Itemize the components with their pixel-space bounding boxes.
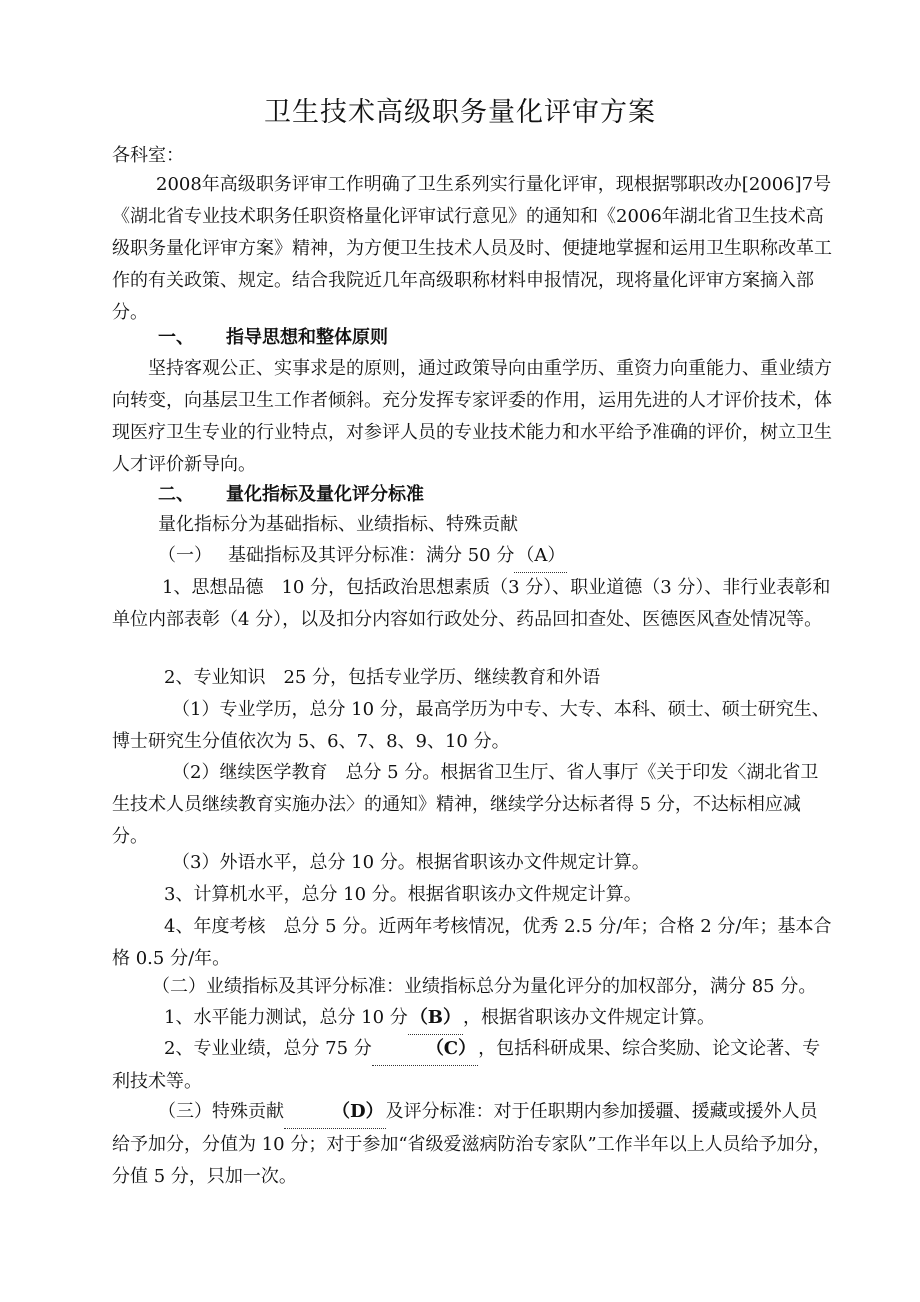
basic-prefix: （一）: [158, 545, 212, 566]
document-title: 卫生技术高级职务量化评审方案: [264, 97, 656, 128]
item-computer: 3、计算机水平，总分 10 分。根据省职该办文件规定计算。: [164, 884, 642, 905]
item-knowledge: 2、专业知识 25 分，包括专业学历、继续教育和外语: [164, 667, 601, 688]
indicators-intro: 量化指标分为基础指标、业绩指标、特殊贡献: [158, 514, 518, 535]
sub-education: （1）专业学历，总分 10 分，最高学历为中专、大专、本科、硕士、硕士研究生、博士研究生分值依次为 5、6、7、8、9、10 分。: [112, 699, 830, 752]
perf-test-mark-b: （B）: [408, 1002, 463, 1035]
section-1-number: 一、: [158, 327, 194, 348]
performance-heading: （二）业绩指标及其评分标准：业绩指标总分为量化评分的加权部分，满分 85 分。: [152, 976, 817, 997]
basic-indicators-heading: [158, 540, 758, 573]
intro-paragraph: 2008年高级职务评审工作明确了卫生系列实行量化评审，现根据鄂职改办[2006]7号《湖北省专业技术职务任职资格量化评审试行意见》的通知和《2006年湖北省卫生技术高级职务量化评审方案》精神，为方便卫生技术人员及时、便捷地掌握和运用卫生职称改革工作的有关政策、规定。结合我院近几年高级职称材料申报情况，现将量化评审方案摘入部分。: [112, 174, 832, 323]
section-2-title: 量化指标及量化评分标准: [226, 484, 424, 505]
basic-text: 基础指标及其评分标准：满分 50 分: [228, 545, 515, 566]
section-2-number: 二、: [158, 484, 194, 505]
section-1-heading: [158, 322, 758, 354]
perf-work-tail: ，包括科研成果、综合奖励、论文论著、专利技术等。: [112, 1038, 821, 1092]
item-annual-review: 4、年度考核 总分 5 分。近两年考核情况，优秀 2.5 分/年；合格 2 分/年；基本合格 0.5 分/年。: [112, 916, 832, 969]
perf-work-mark-c: （C）: [372, 1033, 478, 1066]
salutation: 各科室：: [112, 145, 184, 166]
perf-work-text: 2、专业业绩，总分 75 分: [164, 1038, 372, 1059]
item-morality: 1、思想品德 10 分，包括政治思想素质（3 分）、职业道德（3 分）、非行业表彰和单位内部表彰（4 分），以及扣分内容如行政处分、药品回扣查处、医德医风查处情况等。: [112, 577, 831, 630]
perf-test-tail: ，根据省职该办文件规定计算。: [463, 1007, 716, 1028]
performance-test: [164, 1002, 824, 1035]
section-1-title: 指导思想和整体原则: [226, 327, 388, 348]
special-mark-d: （D）: [284, 1096, 386, 1129]
principle-paragraph: 坚持客观公正、实事求是的原则，通过政策导向由重学历、重资力向重能力、重业绩方向转变，向基层卫生工作者倾斜。充分发挥专家评委的作用，运用先进的人才评价技术，体现医疗卫生专业的行业特点，对参评人员的专业技术能力和水平给予准确的评价，树立卫生人才评价新导向。: [112, 358, 832, 475]
basic-mark-a: （A）: [514, 540, 567, 573]
perf-test-text: 1、水平能力测试，总分 10 分: [164, 1007, 408, 1028]
section-2-heading: [158, 479, 758, 511]
sub-language: （3）外语水平，总分 10 分。根据省职该办文件规定计算。: [172, 852, 650, 873]
special-contribution: [112, 1096, 834, 1193]
special-tail: 及评分标准：对于任职期内参加援疆、援藏或援外人员给予加分，分值为 10 分；对于参加“省级爱滋病防治专家队”工作半年以上人员给予加分，分值 5 分，只加一次。: [112, 1101, 831, 1187]
performance-work: [112, 1033, 834, 1098]
special-text: （三）特殊贡献: [158, 1101, 284, 1122]
sub-continuing-education: （2）继续医学教育 总分 5 分。根据省卫生厅、省人事厅《关于印发〈湖北省卫生技术人员继续教育实施办法〉的通知》精神，继续学分达标者得 5 分，不达标相应减分。: [112, 762, 819, 847]
